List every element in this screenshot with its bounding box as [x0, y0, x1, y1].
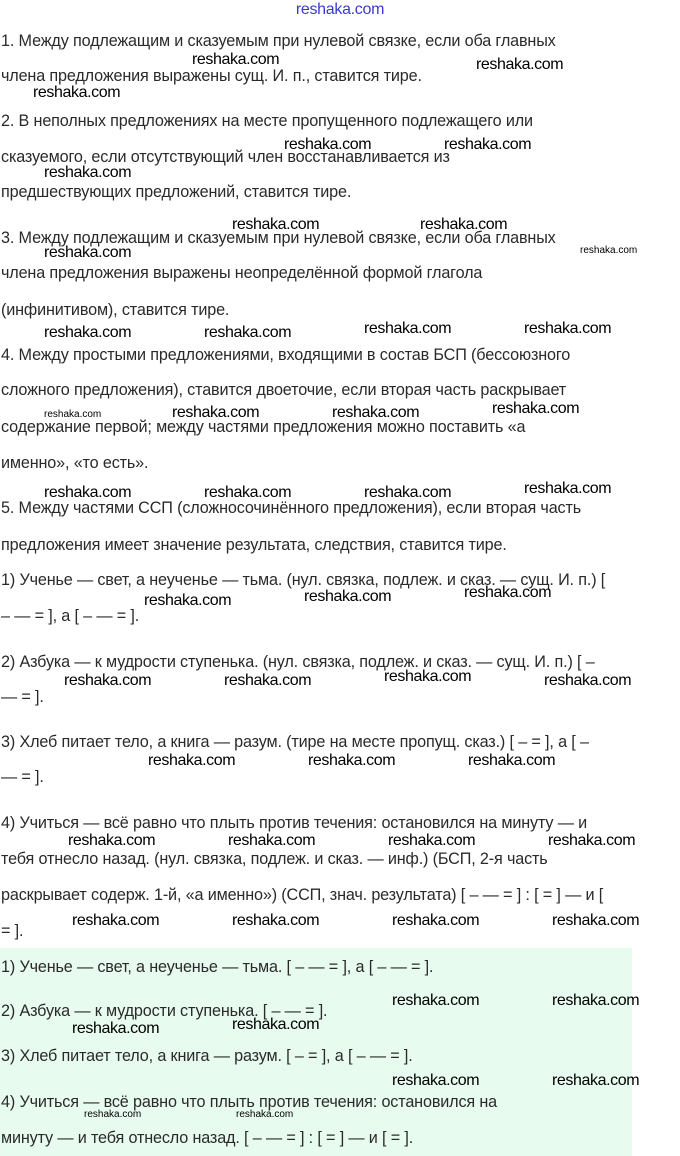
watermark: reshaka.com: [228, 832, 316, 849]
example-text-line: 1) Ученье — свет, а неученье — тьма. (нул. связка, подлеж. и сказ. — сущ. И. п.) [: [1, 571, 606, 589]
watermark: reshaka.com: [33, 84, 121, 101]
rule-text-line: предложения имеет значение результата, следствия, ставится тире.: [1, 536, 507, 554]
example-text-line: 2) Азбука — к мудрости ступенька. (нул. связка, подлеж. и сказ. — сущ. И. п.) [ –: [1, 653, 595, 671]
watermark: reshaka.com: [232, 216, 320, 233]
watermark: reshaka.com: [84, 1109, 142, 1120]
rule-text-line: сказуемого, если отсутствующий член восстанавливается из: [1, 148, 450, 166]
watermark: reshaka.com: [580, 245, 638, 256]
watermark: reshaka.com: [72, 1020, 160, 1037]
rule-text-line: 2. В неполных предложениях на месте пропущенного подлежащего или: [1, 112, 533, 130]
site-logo[interactable]: reshaka.com: [295, 1, 385, 18]
example-text-line: 3) Хлеб питает тело, а книга — разум. (тире на месте пропущ. сказ.) [ – = ], а [ –: [1, 733, 589, 751]
watermark: reshaka.com: [364, 484, 452, 501]
watermark: reshaka.com: [552, 1072, 640, 1089]
rule-text-line: именно», «то есть».: [1, 454, 149, 472]
watermark: reshaka.com: [232, 1016, 320, 1033]
watermark: reshaka.com: [64, 672, 152, 689]
watermark: reshaka.com: [552, 912, 640, 929]
watermark: reshaka.com: [284, 136, 372, 153]
watermark: reshaka.com: [224, 672, 312, 689]
watermark: reshaka.com: [548, 832, 636, 849]
watermark: reshaka.com: [304, 588, 392, 605]
answer-text-line: 3) Хлеб питает тело, а книга — разум. [ – = ], а [ – — = ].: [1, 1047, 413, 1065]
rule-text-line: содержание первой; между частями предложения можно поставить «а: [1, 418, 526, 436]
rule-text-line: 4. Между простыми предложениями, входящими в состав БСП (бессоюзного: [1, 346, 571, 364]
watermark: reshaka.com: [308, 752, 396, 769]
watermark: reshaka.com: [464, 584, 552, 601]
watermark: reshaka.com: [44, 409, 102, 420]
watermark: reshaka.com: [420, 216, 508, 233]
answer-text-line: минуту — и тебя отнесло назад. [ – — = ] : [ = ] — и [ = ].: [1, 1129, 414, 1147]
watermark: reshaka.com: [392, 992, 480, 1009]
rule-text-line: члена предложения выражены неопределённой формой глагола: [1, 264, 483, 282]
example-text-line: – — = ], а [ – — = ].: [1, 607, 140, 625]
watermark: reshaka.com: [468, 752, 556, 769]
watermark: reshaka.com: [232, 912, 320, 929]
watermark: reshaka.com: [144, 592, 232, 609]
example-text-line: тебя отнесло назад. (нул. связка, подлеж. и сказ. — инф.) (БСП, 2-я часть: [1, 850, 548, 868]
rule-text-line: (инфинитивом), ставится тире.: [1, 301, 230, 319]
rule-text-line: предшествующих предложений, ставится тире.: [1, 183, 352, 201]
watermark: reshaka.com: [332, 404, 420, 421]
watermark: reshaka.com: [68, 832, 156, 849]
watermark: reshaka.com: [204, 324, 292, 341]
watermark: reshaka.com: [44, 164, 132, 181]
example-text-line: 4) Учиться — всё равно что плыть против течения: остановился на минуту — и: [1, 814, 587, 832]
watermark: reshaka.com: [524, 480, 612, 497]
rule-text-line: сложного предложения), ставится двоеточие, если вторая часть раскрывает: [1, 381, 567, 399]
watermark: reshaka.com: [476, 56, 564, 73]
rule-text-line: 3. Между подлежащим и сказуемым при нулевой связке, если оба главных: [1, 229, 556, 247]
watermark: reshaka.com: [552, 992, 640, 1009]
example-text-line: = ].: [1, 922, 24, 940]
rule-text-line: 1. Между подлежащим и сказуемым при нулевой связке, если оба главных: [1, 32, 556, 50]
watermark: reshaka.com: [444, 136, 532, 153]
watermark: reshaka.com: [364, 320, 452, 337]
watermark: reshaka.com: [44, 484, 132, 501]
watermark: reshaka.com: [524, 320, 612, 337]
rule-text-line: 5. Между частями ССП (сложносочинённого предложения), если вторая часть: [1, 499, 582, 517]
example-text-line: — = ].: [1, 688, 44, 706]
watermark: reshaka.com: [492, 400, 580, 417]
watermark: reshaka.com: [192, 51, 280, 68]
rule-text-line: члена предложения выражены сущ. И. п., ставится тире.: [1, 67, 422, 85]
example-text-line: раскрывает содерж. 1-й, «а именно») (ССП, знач. результата) [ – — = ] : [ = ] — и [: [1, 886, 604, 904]
watermark: reshaka.com: [544, 672, 632, 689]
answer-text-line: 2) Азбука — к мудрости ступенька. [ – — = ].: [1, 1002, 328, 1020]
watermark: reshaka.com: [388, 832, 476, 849]
watermark: reshaka.com: [384, 668, 472, 685]
watermark: reshaka.com: [392, 912, 480, 929]
watermark: reshaka.com: [172, 404, 260, 421]
watermark: reshaka.com: [72, 912, 160, 929]
example-text-line: — = ].: [1, 768, 44, 786]
watermark: reshaka.com: [392, 1072, 480, 1089]
answer-text-line: 4) Учиться — всё равно что плыть против течения: остановился на: [1, 1093, 498, 1111]
watermark: reshaka.com: [44, 244, 132, 261]
watermark: reshaka.com: [236, 1109, 294, 1120]
watermark: reshaka.com: [204, 484, 292, 501]
watermark: reshaka.com: [148, 752, 236, 769]
watermark: reshaka.com: [44, 324, 132, 341]
answer-text-line: 1) Ученье — свет, а неученье — тьма. [ – — = ], а [ – — = ].: [1, 958, 434, 976]
